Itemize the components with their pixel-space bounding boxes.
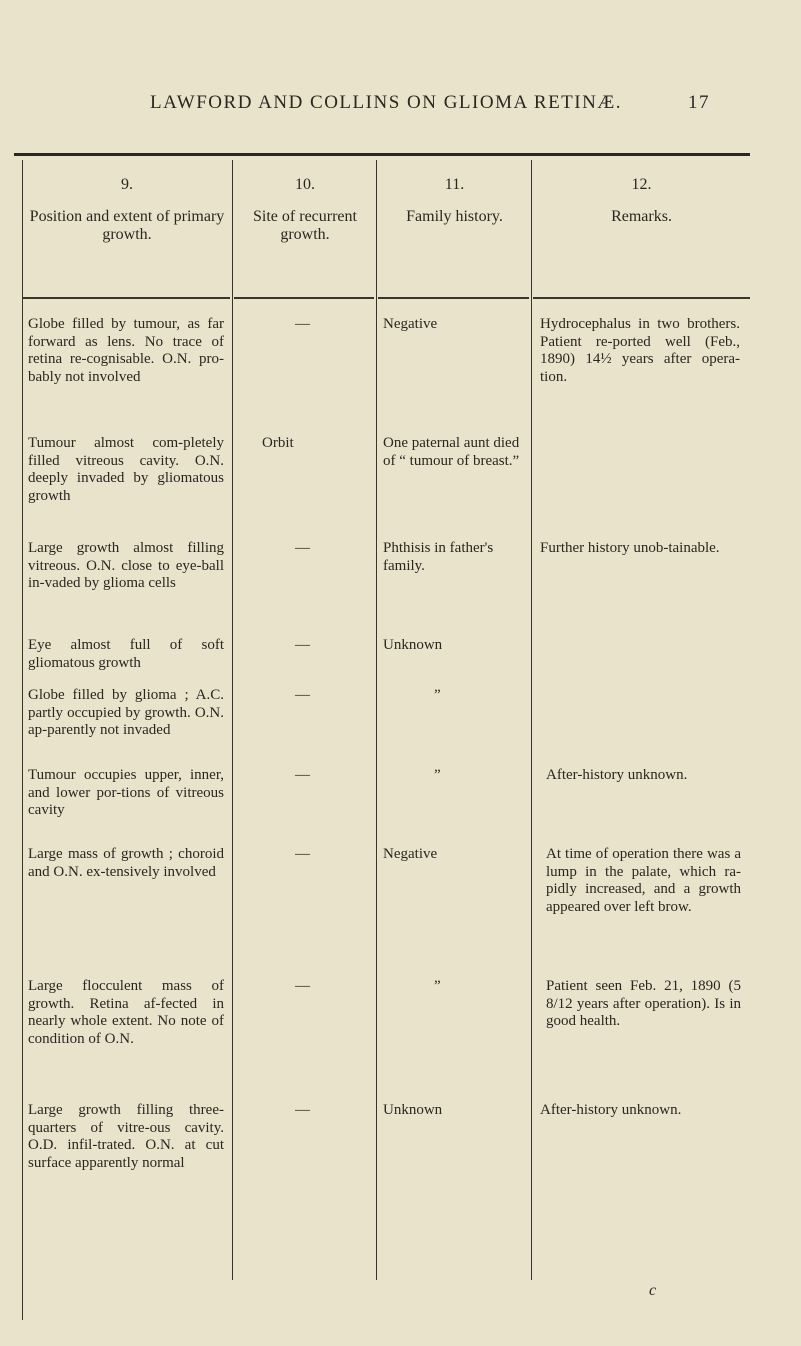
- column-number: 12.: [631, 176, 652, 193]
- column-number: 11.: [444, 176, 465, 193]
- cell-remarks: At time of operation there was a lump in the palate, which ra-pidly increased, and a growth appeared over left brow.: [546, 846, 741, 915]
- cell-site: —: [295, 767, 310, 783]
- table-top-rule: [14, 153, 750, 156]
- column-header-site: [236, 176, 374, 244]
- cell-position: Globe filled by tumour, as far forward as lens. No trace of retina re-cognisable. O.N. pro-bably not involved: [28, 316, 224, 385]
- running-head-title: LAWFORD AND COLLINS ON GLIOMA RETINÆ.: [150, 92, 622, 113]
- cell-remarks: After-history unknown.: [546, 767, 688, 783]
- cell-family: Unknown: [383, 637, 443, 653]
- cell-position: Tumour occupies upper, inner, and lower por-tions of vitreous cavity: [28, 767, 224, 818]
- column-divider: [376, 160, 377, 1280]
- cell-family: ”: [434, 767, 441, 783]
- cell-family: ”: [434, 978, 441, 994]
- header-rule: [378, 297, 529, 299]
- cell-remarks: Hydrocephalus in two brothers. Patient re-ported well (Feb., 1890) 14½ years after opera-tion.: [540, 316, 740, 385]
- page-number: 17: [688, 92, 710, 113]
- cell-family: ”: [434, 687, 441, 703]
- cell-family: Negative: [383, 846, 438, 862]
- cell-remarks: After-history unknown.: [540, 1102, 682, 1118]
- running-head: [150, 92, 710, 114]
- header-rule: [533, 297, 750, 299]
- cell-site: —: [295, 637, 310, 653]
- column-label: Remarks.: [611, 208, 672, 225]
- cell-position: Tumour almost com-pletely filled vitreous cavity. O.N. deeply invaded by gliomatous growth: [28, 435, 224, 504]
- cell-position: Eye almost full of soft gliomatous growth: [28, 637, 224, 671]
- cell-position: Large flocculent mass of growth. Retina af-fected in nearly whole extent. No note of condition of O.N.: [28, 978, 224, 1047]
- cell-site: Orbit: [262, 435, 294, 451]
- cell-remarks: Patient seen Feb. 21, 1890 (5 8/12 years after operation). Is in good health.: [546, 978, 741, 1029]
- cell-site: —: [295, 540, 310, 556]
- column-number: 9.: [121, 176, 133, 193]
- column-header-family: [380, 176, 529, 226]
- column-label: Position and extent of primary growth.: [29, 208, 225, 243]
- cell-position: Large mass of growth ; choroid and O.N. ex-tensively involved: [28, 846, 224, 880]
- column-divider: [531, 160, 532, 1280]
- cell-site: —: [295, 846, 310, 862]
- cell-remarks: Further history unob-tainable.: [540, 540, 720, 556]
- column-header-remarks: [535, 176, 748, 226]
- cell-site: —: [295, 1102, 310, 1118]
- cell-site: —: [295, 687, 310, 703]
- column-label: Site of recurrent growth.: [253, 208, 357, 243]
- cell-family: One paternal aunt died of “ tumour of breast.”: [383, 435, 520, 469]
- cell-position: Large growth filling three-quarters of vitre-ous cavity. O.D. infil-trated. O.N. at cut surface apparently normal: [28, 1102, 224, 1171]
- table-left-border: [22, 160, 23, 1320]
- cell-family: Phthisis in father's family.: [383, 540, 494, 574]
- signature-mark: c: [649, 1282, 657, 1299]
- column-header-position: [24, 176, 230, 244]
- cell-family: Negative: [383, 316, 438, 332]
- header-rule: [234, 297, 374, 299]
- column-label: Family history.: [406, 208, 503, 225]
- cell-site: —: [295, 316, 310, 332]
- header-rule: [22, 297, 230, 299]
- cell-site: —: [295, 978, 310, 994]
- column-number: 10.: [295, 176, 315, 193]
- cell-position: Large growth almost filling vitreous. O.N. close to eye-ball in-vaded by glioma cells: [28, 540, 224, 591]
- column-divider: [232, 160, 233, 1280]
- cell-position: Globe filled by glioma ; A.C. partly occupied by growth. O.N. ap-parently not invaded: [28, 687, 224, 738]
- cell-family: Unknown: [383, 1102, 443, 1118]
